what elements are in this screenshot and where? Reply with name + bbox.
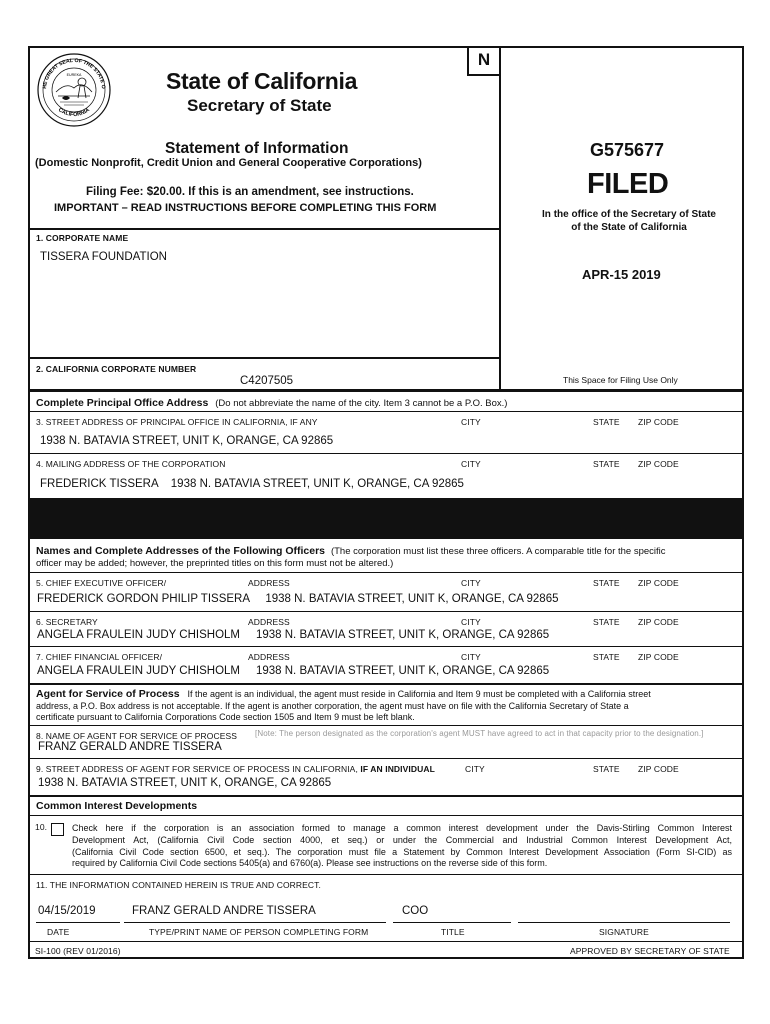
redaction-bar <box>28 498 744 539</box>
street-address-label: 3. STREET ADDRESS OF PRINCIPAL OFFICE IN CALIFORNIA, IF ANY <box>36 417 318 427</box>
office-title: Secretary of State <box>187 96 332 115</box>
filing-fee: Filing Fee: $20.00. If this is an amendment, see instructions. <box>86 186 414 198</box>
cfo-address-label: ADDRESS <box>248 652 290 662</box>
cert-name-line <box>124 922 386 923</box>
svg-text:EUREKA: EUREKA <box>66 73 82 77</box>
cfo-value: ANGELA FRAULEIN JUDY CHISHOLM 1938 N. BATAVIA STREET, UNIT K, ORANGE, CA 92865 <box>37 665 550 677</box>
officers-heading-note: officer may be added; however, the preprinted titles on this form must not be altered.) <box>36 558 394 569</box>
item2-top-rule <box>28 357 501 359</box>
secretary-value: ANGELA FRAULEIN JUDY CHISHOLM 1938 N. BATAVIA STREET, UNIT K, ORANGE, CA 92865 <box>37 629 550 641</box>
street-zip-label: ZIP CODE <box>638 417 679 427</box>
principal-rule-b <box>28 453 744 454</box>
officers-heading: Names and Complete Addresses of the Following Officers (The corporation must list these three officers. A comparable title for the specific <box>36 545 666 557</box>
cfo-zip-label: ZIP CODE <box>638 652 679 662</box>
california-seal-icon <box>36 52 112 128</box>
secretary-zip-label: ZIP CODE <box>638 617 679 627</box>
agent-name-label: 8. NAME OF AGENT FOR SERVICE OF PROCESS <box>36 731 238 741</box>
agent-city-label: CITY <box>465 764 485 774</box>
mailing-zip-label: ZIP CODE <box>638 459 679 469</box>
secretary-label: 6. SECRETARY <box>36 617 98 627</box>
agent-heading: Agent for Service of Process If the agent is an individual, the agent must reside in California and Item 9 must be completed with a California street <box>36 688 651 700</box>
mailing-address-value: FREDERICK TISSERA 1938 N. BATAVIA STREET, UNIT K, ORANGE, CA 92865 <box>40 478 464 490</box>
cert-label: 11. THE INFORMATION CONTAINED HEREIN IS TRUE AND CORRECT. <box>36 880 321 890</box>
secretary-address-label: ADDRESS <box>248 617 290 627</box>
cert-top-rule <box>28 874 744 875</box>
cid-text-line3: (California Civil Code section 6500, et seq.). The corporation must file a Statement by Common Interest Development Association (Form SI-CID) as <box>72 847 732 857</box>
cid-text-line2: Development Act, (California Civil Code section 4000, et seq.) or under the Commercial and Industrial Common Interest Development Act, <box>72 835 732 845</box>
principal-heading: Complete Principal Office Address (Do not abbreviate the name of the city. Item 3 cannot be a P.O. Box.) <box>36 397 508 409</box>
agent-rule-a <box>28 725 744 726</box>
principal-top-rule <box>28 389 744 392</box>
filing-space-note: This Space for Filing Use Only <box>563 375 678 385</box>
ceo-zip-label: ZIP CODE <box>638 578 679 588</box>
officers-rule-b <box>28 611 744 612</box>
cid-text-line1: Check here if the corporation is an association formed to manage a common interest development under the Davis-Stirling Common Interest <box>72 823 732 833</box>
cert-date-line <box>36 922 120 923</box>
agent-rule-b <box>28 758 744 759</box>
mailing-city-label: CITY <box>461 459 481 469</box>
ceo-state-label: STATE <box>593 578 620 588</box>
filed-office-line2: of the State of California <box>571 222 687 233</box>
secretary-city-label: CITY <box>461 617 481 627</box>
item1-top-rule <box>28 228 501 230</box>
signature-label: SIGNATURE <box>599 927 649 937</box>
svg-text:THE GREAT SEAL OF THE STATE OF: HE GREAT SEAL OF THE STATE O <box>41 57 107 90</box>
ceo-label: 5. CHIEF EXECUTIVE OFFICER/ <box>36 578 167 588</box>
secretary-state-label: STATE <box>593 617 620 627</box>
cid-text-line4: required by California Civil Code sections 5405(a) and 6760(a). Please see instructions on the reverse side of this form. <box>72 858 548 868</box>
cert-date-label: DATE <box>47 927 70 937</box>
agent-zip-label: ZIP CODE <box>638 764 679 774</box>
filing-date: APR-15 2019 <box>582 267 661 282</box>
cert-title-line <box>393 922 511 923</box>
state-title: State of California <box>166 68 358 94</box>
cfo-state-label: STATE <box>593 652 620 662</box>
street-state-label: STATE <box>593 417 620 427</box>
corporate-number-label: 2. CALIFORNIA CORPORATE NUMBER <box>36 364 197 374</box>
principal-rule-a <box>28 411 744 412</box>
filed-office-line1: In the office of the Secretary of State <box>542 209 716 220</box>
signature-line[interactable] <box>518 922 730 923</box>
cid-top-rule <box>28 795 744 797</box>
cert-name-label: TYPE/PRINT NAME OF PERSON COMPLETING FORM <box>149 927 369 937</box>
corner-letter: N <box>477 50 491 69</box>
agent-name-value: FRANZ GERALD ANDRE TISSERA <box>38 741 222 753</box>
cfo-city-label: CITY <box>461 652 481 662</box>
cert-date-value: 04/15/2019 <box>38 905 96 917</box>
officers-rule-c <box>28 646 744 647</box>
important-notice: IMPORTANT – READ INSTRUCTIONS BEFORE COMPLETING THIS FORM <box>54 202 437 214</box>
agent-note-line2: address, a P.O. Box address is not acceptable. If the agent is another corporation, the agent must have on file with the California Secretary of State a <box>36 701 629 711</box>
form-id: SI-100 (REV 01/2016) <box>35 946 121 956</box>
corporate-name-value: TISSERA FOUNDATION <box>40 251 167 263</box>
corporate-number-value: C4207505 <box>240 375 294 387</box>
cid-heading: Common Interest Developments <box>36 800 198 812</box>
street-city-label: CITY <box>461 417 481 427</box>
corporate-name-label: 1. CORPORATE NAME <box>36 233 129 243</box>
statement-title: Statement of Information <box>165 140 349 157</box>
ceo-value: FREDERICK GORDON PHILIP TISSERA 1938 N. BATAVIA STREET, UNIT K, ORANGE, CA 92865 <box>37 593 559 605</box>
agent-note-line3: certificate pursuant to California Corporations Code section 1505 and Item 9 must be left blank. <box>36 712 415 722</box>
cert-title-value: COO <box>402 905 429 917</box>
filing-number: G575677 <box>590 140 665 160</box>
cid-item-number: 10. <box>35 822 48 832</box>
mailing-address-label: 4. MAILING ADDRESS OF THE CORPORATION <box>36 459 226 469</box>
ceo-city-label: CITY <box>461 578 481 588</box>
cert-name-value: FRANZ GERALD ANDRE TISSERA <box>132 905 316 917</box>
agent-state-label: STATE <box>593 764 620 774</box>
cid-checkbox[interactable] <box>51 823 64 836</box>
statement-subtitle: (Domestic Nonprofit, Credit Union and General Cooperative Corporations) <box>35 157 422 169</box>
footer-rule <box>28 941 744 942</box>
filed-stamp: FILED <box>587 168 669 200</box>
agent-name-hint: [Note: The person designated as the corporation's agent MUST have agreed to act in that capacity prior to the designation.] <box>255 729 704 738</box>
ceo-address-label: ADDRESS <box>248 578 290 588</box>
mailing-state-label: STATE <box>593 459 620 469</box>
agent-address-label: 9. STREET ADDRESS OF AGENT FOR SERVICE OF PROCESS IN CALIFORNIA, IF AN INDIVIDUAL <box>36 764 435 774</box>
officers-rule-a <box>28 572 744 573</box>
cert-title-label: TITLE <box>441 927 465 937</box>
cid-rule-a <box>28 815 744 816</box>
agent-top-rule <box>28 683 744 685</box>
street-address-value: 1938 N. BATAVIA STREET, UNIT K, ORANGE, CA 92865 <box>40 435 334 447</box>
agent-address-value: 1938 N. BATAVIA STREET, UNIT K, ORANGE, CA 92865 <box>38 777 332 789</box>
approved-note: APPROVED BY SECRETARY OF STATE <box>570 946 730 956</box>
cfo-label: 7. CHIEF FINANCIAL OFFICER/ <box>36 652 163 662</box>
svg-text:CALIFORNIA: CALIFORNIA <box>57 107 91 119</box>
